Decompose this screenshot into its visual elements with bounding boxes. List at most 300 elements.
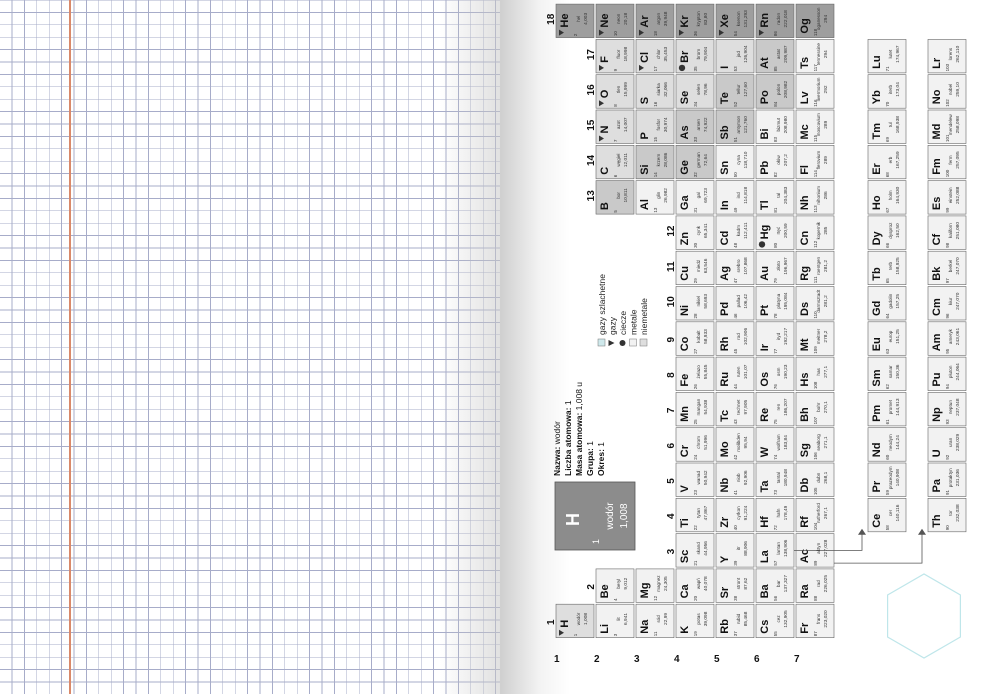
element-symbol: Gd [871,300,883,316]
element-cell-ba [756,569,794,603]
atomic-number: 53 [733,66,738,72]
element-cell-sn [716,145,754,179]
atomic-mass: 192,217 [784,327,789,346]
element-symbol: Mc [799,124,811,140]
atomic-number: 39 [733,560,738,566]
atomic-number: 11 [653,631,658,637]
element-symbol: Po [759,90,771,105]
element-name: molibden [736,433,741,452]
element-name: iryd [776,332,781,341]
atomic-number: 66 [885,242,890,248]
element-symbol: La [759,550,771,564]
element-cell-au [756,251,794,285]
element-name: wodór [576,612,581,626]
element-symbol: Es [931,196,943,211]
element-symbol: Th [931,514,943,528]
element-symbol: Co [679,336,691,352]
element-name: livermorium [816,77,821,102]
atomic-mass: 4,003 [584,12,589,25]
element-name: dysproz [888,222,893,239]
legend-line-label: Liczba atomowa: [563,407,573,476]
metal-swatch [630,339,637,346]
element-name: potas [696,613,701,625]
atomic-number: 31 [693,207,698,213]
atomic-number: 22 [693,525,698,531]
atomic-mass: 32,066 [664,82,669,97]
element-cell-br [676,39,714,73]
atomic-mass: 252,088 [956,186,961,205]
element-name: hafn [776,508,781,518]
atomic-mass: 140,908 [896,469,901,487]
group-label-18: 18 [546,13,557,25]
element-name: nobel [948,83,953,96]
element-cell-rn [756,4,794,38]
atomic-number: 115 [813,134,818,142]
element-symbol: Cd [719,230,731,246]
element-symbol: No [931,89,943,105]
element-cell-eu [868,322,906,356]
element-cell-kr [676,4,714,38]
legend-line-value: 1 [596,441,606,450]
element-name: lutet [888,49,893,59]
element-symbol: O [599,89,611,99]
element-cell-la [756,534,794,568]
group-label-7: 7 [666,407,677,414]
element-symbol: Fm [931,158,943,175]
element-cell-er [868,145,906,179]
element-name: cyrkon [736,506,741,520]
legend-line-value: wodór [552,421,562,447]
atomic-number: 52 [733,101,738,107]
atomic-number: 75 [773,419,778,425]
legend-line-label: Okres: [596,449,606,476]
element-name: cyna [736,155,741,165]
atomic-mass: 40,078 [704,576,709,591]
element-cell-hs [796,357,834,391]
atomic-mass: 95,94 [744,436,749,449]
element-cell-v [676,463,714,497]
element-symbol: Br [679,50,691,63]
element-cell-pd [716,287,754,321]
atomic-number: 27 [693,348,698,354]
element-cell-mo [716,428,754,462]
gas-triangle-icon [609,340,615,346]
element-symbol: Sn [719,160,731,175]
element-cell-f [596,39,634,73]
element-symbol: Xe [719,14,731,28]
atomic-mass: 268,1 [824,471,829,484]
element-symbol: Te [719,92,731,105]
element-cell-cm [928,287,966,321]
legend-line [574,382,584,476]
atomic-number: 37 [733,631,738,637]
element-cell-b [596,181,634,215]
element-cell-hg [756,216,794,250]
element-cell-zr [716,498,754,532]
element-symbol: Hf [759,516,771,528]
atomic-number: 4 [613,598,618,601]
element-name: einstein [948,187,953,204]
atomic-number: 71 [885,66,890,72]
element-name: azot [616,120,621,130]
atomic-number: 26 [693,384,698,390]
element-symbol: Pu [931,372,943,387]
element-cell-ir [756,322,794,356]
atomic-mass: 150,36 [896,364,901,380]
element-cell-si [636,145,674,179]
element-symbol: Zn [679,231,691,246]
atomic-mass: 257,095 [956,151,961,169]
atomic-number: 45 [733,348,738,354]
atomic-number: 6 [613,174,618,178]
element-cell-k [676,604,714,638]
atomic-number: 54 [733,31,738,37]
atomic-number: 85 [773,66,778,72]
liquid-dot-icon [679,65,685,71]
group-label-12: 12 [666,225,677,237]
atomic-mass: 39,948 [664,11,669,27]
element-name: selen [696,83,701,95]
atomic-number: 49 [733,207,738,213]
element-name: lorens [948,47,953,61]
element-cell-ni [676,287,714,321]
element-symbol: Al [639,199,651,211]
atomic-mass: 101,07 [744,364,749,380]
element-cell-w [756,428,794,462]
element-name: gadolin [888,293,893,309]
atomic-mass: 247,070 [956,292,961,310]
atomic-mass: 91,224 [744,505,749,521]
group-label-14: 14 [586,154,597,167]
atomic-number: 106 [813,452,818,460]
atomic-mass: 138,906 [784,539,789,558]
legend-mass: 1,008 [619,503,630,529]
element-cell-os [756,357,794,391]
element-symbol: Md [931,123,943,140]
element-name: oganesson [816,7,821,31]
atomic-mass: 286 [824,191,829,200]
element-name: miedź [696,259,701,273]
period-label-1: 1 [554,654,560,665]
element-symbol: Tl [759,200,771,211]
element-symbol: Dy [871,231,883,246]
element-symbol: Pb [759,160,771,175]
atomic-number: 1 [573,633,578,637]
legend-line-label: Grupa: [585,448,595,476]
element-name: terb [888,261,893,270]
atomic-number: 33 [693,136,698,142]
element-cell-cn [796,216,834,250]
element-symbol: Sr [719,586,731,599]
element-symbol: Og [799,18,811,34]
element-cell-ne [596,4,634,38]
element-name: ferm [948,155,953,165]
group-label-6: 6 [666,442,677,449]
atomic-mass: 140,116 [896,504,901,522]
element-symbol: K [679,625,691,634]
element-name: tal [776,192,781,198]
element-cell-ra [796,569,834,603]
element-name: krypton [696,11,701,27]
element-cell-ce [868,498,906,532]
atomic-number: 99 [945,207,950,213]
element-name: cez [776,615,781,623]
element-cell-pb [756,145,794,179]
element-cell-s [636,75,674,109]
nonmetal-swatch [640,339,647,346]
atomic-number: 70 [885,101,890,107]
element-cell-dy [868,216,906,250]
element-symbol: Se [679,90,691,105]
atomic-mass: 209,987 [784,45,789,63]
element-symbol: Pa [931,479,943,493]
element-cell-sc [676,534,714,568]
atomic-mass: 102,906 [744,327,749,346]
element-cell-es [928,181,966,215]
element-symbol: Ni [679,305,691,316]
atomic-mass: 226,025 [824,574,829,593]
element-cell-at [756,39,794,73]
atomic-number: 84 [773,101,778,107]
legend-symbol: H [563,513,583,526]
element-symbol: Pt [759,305,771,316]
atomic-mass: 251,080 [956,221,961,240]
element-cell-bi [756,110,794,144]
element-symbol: Cu [679,266,691,281]
element-symbol: Bh [799,407,811,422]
atomic-number: 93 [945,419,950,425]
legend-line [563,400,573,476]
element-symbol: Au [759,266,771,281]
element-cell-rb [716,604,754,638]
element-name: wanad [696,470,701,485]
element-symbol: In [719,200,731,211]
atomic-mass: 78,96 [704,83,709,96]
actinide-connector [834,532,922,563]
element-name: chlor [656,49,661,60]
atomic-number: 109 [813,346,818,354]
atomic-mass: 231,036 [956,469,961,487]
atomic-mass: 238,029 [956,433,961,452]
element-name: platyna [776,293,781,309]
atomic-mass: 6,941 [624,612,629,625]
element-name: meitner [816,328,821,345]
element-symbol: Ra [799,584,811,599]
element-cell-mg [636,569,674,603]
atomic-mass: 292 [824,85,829,94]
atomic-mass: 285 [824,226,829,235]
atomic-number: 98 [945,242,950,248]
element-symbol: Nb [719,477,731,493]
element-symbol: Hg [759,224,771,240]
element-symbol: Pd [719,301,731,316]
element-cell-sr [716,569,754,603]
element-symbol: At [759,57,771,69]
atomic-mass: 118,710 [744,151,749,169]
element-symbol: Eu [871,337,883,352]
element-symbol: Zr [719,516,731,528]
element-cell-mt [796,322,834,356]
atomic-mass: 174,967 [896,45,901,63]
element-name: technet [736,399,741,415]
element-cell-np [928,392,966,426]
category-legend [597,274,649,346]
atomic-mass: 195,084 [784,292,789,310]
atomic-number: 112 [813,240,818,248]
group-label-17: 17 [586,49,597,61]
atomic-number: 61 [885,419,890,425]
period-label-7: 7 [794,654,800,665]
element-symbol: Tm [871,123,883,140]
element-cell-nh [796,181,834,215]
atomic-mass: 281,2 [824,259,829,272]
element-cell-lv [796,75,834,109]
atomic-mass: 35,453 [664,46,669,62]
element-name: europ [888,330,893,343]
atomic-number: 111 [813,276,818,284]
atomic-number: 100 [945,169,950,178]
element-name: kiur [948,297,953,305]
element-cell-he [556,4,594,38]
element-symbol: Sc [679,549,691,564]
element-cell-mn [676,392,714,426]
element-cell-co [676,322,714,356]
element-symbol: Ar [639,15,651,28]
liquid-dot-icon [759,241,765,247]
atomic-mass: 88,906 [744,541,749,556]
element-symbol: H [559,619,571,628]
atomic-number: 64 [885,313,890,319]
atomic-mass: 294 [824,50,829,59]
element-symbol: Sg [799,443,811,458]
atomic-mass: 74,922 [704,117,709,133]
element-cell-cs [756,604,794,638]
element-cell-mc [796,110,834,144]
atomic-mass: 144,24 [896,435,901,450]
element-name: itr [736,546,741,551]
element-cell-rg [796,251,834,285]
atomic-mass: 9,012 [624,577,629,590]
atomic-mass: 50,942 [704,470,709,486]
element-cell-al [636,181,674,215]
element-symbol: Ge [679,160,691,175]
atomic-mass: 22,99 [664,612,669,625]
element-name: neptun [948,400,953,415]
element-cell-ds [796,287,834,321]
element-symbol: Db [799,477,811,493]
atomic-number: 114 [813,170,818,178]
element-symbol: Fr [799,622,811,634]
atomic-number: 62 [885,384,890,390]
element-name: magnez [656,575,661,592]
element-name: skand [696,542,701,555]
atomic-number: 20 [693,595,698,601]
element-name: roentgen [816,256,821,276]
element-symbol: Cr [679,444,691,458]
atomic-mass: 58,933 [704,329,709,344]
atomic-number: 83 [773,136,778,142]
element-name: rutherford [816,503,821,524]
element-symbol: Yb [871,90,883,105]
atomic-mass: 168,938 [896,116,901,134]
element-symbol: Bk [931,266,943,281]
element-symbol: Nh [799,195,811,211]
element-name: uran [948,437,953,448]
atomic-number: 101 [945,134,950,142]
atomic-mass: 222,018 [784,10,789,28]
atomic-number: 30 [693,242,698,248]
atomic-number: 72 [773,525,778,531]
element-name: neodym [888,434,893,451]
element-symbol: Ds [799,301,811,316]
atomic-mass: 262,110 [956,45,961,63]
element-symbol: Tb [871,267,883,281]
element-cell-nd [868,428,906,462]
element-symbol: Lr [931,57,943,69]
atomic-mass: 107,868 [744,257,749,275]
element-name: fosfor [656,119,661,131]
atomic-mass: 65,341 [704,223,709,238]
element-name: lit [616,617,621,621]
element-cell-yb [868,75,906,109]
group-label-13: 13 [586,190,597,202]
element-cell-fm [928,145,966,179]
atomic-mass: 289 [824,156,829,165]
atomic-number: 12 [653,595,658,601]
atomic-number: 108 [813,381,818,390]
legend-line [585,441,595,476]
category-label: gazy [607,317,618,335]
atomic-mass: 173,04 [896,82,901,97]
atomic-mass: 294 [824,14,829,23]
element-cell-gd [868,287,906,321]
element-name: beryl [616,578,621,589]
element-cell-te [716,75,754,109]
atomic-mass: 97,905 [744,399,749,415]
atomic-mass: 164,930 [896,186,901,205]
element-name: ołów [776,155,781,165]
element-symbol: Ac [799,549,811,564]
atomic-mass: 12,011 [624,152,629,168]
element-symbol: B [599,202,611,211]
element-symbol: Na [639,619,651,634]
period-label-6: 6 [754,654,760,665]
atomic-number: 90 [945,525,950,531]
atomic-mass: 237,048 [956,398,961,416]
atomic-mass: 223,020 [824,610,829,628]
atomic-number: 19 [693,631,698,637]
atomic-mass: 127,60 [744,82,749,97]
element-symbol: Si [639,164,651,175]
atomic-mass: 85,468 [744,611,749,627]
atomic-number: 2 [573,33,578,37]
element-name: tantal [776,472,781,484]
element-symbol: Ta [759,480,771,493]
legend-name: wodór [605,502,616,530]
legend-line-value: 1 [585,441,595,449]
atomic-number: 67 [885,207,890,213]
element-name: żelazo [696,365,701,379]
element-name: german [696,152,701,168]
atomic-number: 89 [813,560,818,566]
element-name: erb [888,156,893,164]
element-cell-tm [868,110,906,144]
atomic-mass: 186,207 [784,398,789,416]
element-name: kopernik [816,221,821,240]
element-symbol: Mt [799,338,811,352]
atomic-number: 17 [653,66,658,72]
atomic-mass: 72,64 [704,154,709,167]
